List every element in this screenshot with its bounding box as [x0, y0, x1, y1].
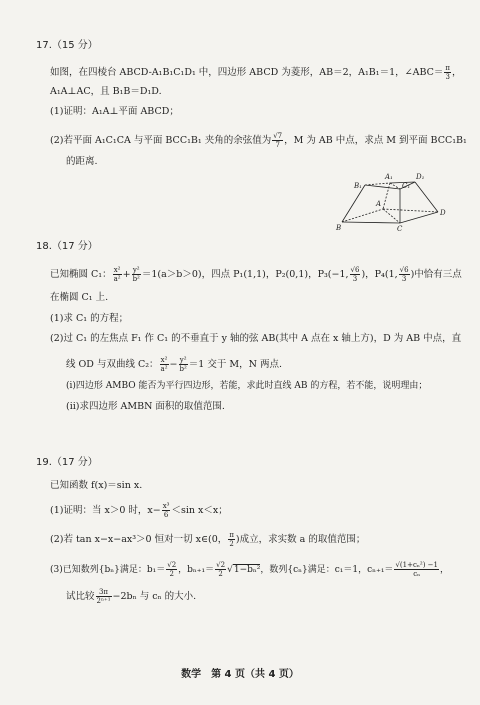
- label-b1: B₁: [354, 182, 362, 190]
- q18-line1: 已知椭圆 C₁： $\frac{\text{x²}}{\text{a²}}$ + $\frac{\text{y²}}{\text{b²}}$ ＝1(a＞b＞0)，四点 P₁(1,1)，P₂(0,1)，P₃(−1, $\frac{√6}{3}$ )，P₄(1, $\frac{√6}{3}$ )中恰有三点: [50, 266, 462, 283]
- q17-header: 17.（15 分）: [36, 40, 98, 51]
- q18-part2-cont: 线 OD 与双曲线 C₂： $\frac{\text{x²}}{\text{a²}}$ − $\frac{\text{y²}}{\text{b²}}$ ＝1 交于 M，N 两点.: [66, 356, 282, 373]
- q18-header: 18.（17 分）: [36, 241, 98, 252]
- label-a1: A₁: [385, 173, 393, 181]
- q19-header: 19.（17 分）: [36, 457, 98, 468]
- label-d1: D₁: [416, 173, 425, 181]
- label-b: B: [336, 224, 342, 232]
- q18-sub-ii: (ⅱ)求四边形 AMBN 面积的取值范围.: [66, 401, 225, 412]
- q17-part2-cont: 的距离.: [66, 156, 98, 167]
- q17-stem-line1: 如图，在四棱台 ABCD-A₁B₁C₁D₁ 中，四边形 ABCD 为菱形，AB＝2，A₁B₁＝1，∠ABC＝ $\frac{\pi}{3}$ ，: [50, 64, 462, 81]
- q19-final: 试比较 $\frac{3\pi}{\text{2ⁿ⁺¹}}$ −2bₙ 与 cₙ 的大小.: [66, 588, 197, 605]
- q19-part2: (2)若 tan x−x−ax³＞0 恒对一切 x∈(0， $\frac{\pi}{2}$ )成立，求实数 a 的取值范围；: [50, 531, 366, 548]
- label-c1: C₁: [402, 182, 411, 190]
- page-footer: 数学 第 4 页（共 4 页）: [181, 669, 299, 680]
- q18-line2: 在椭圆 C₁ 上.: [50, 292, 109, 303]
- q19-part1: (1)证明：当 x＞0 时，x− $\frac{\text{x³}}{6}$ ＜sin x＜x；: [50, 502, 228, 519]
- frustum-figure: [330, 168, 450, 236]
- q18-part2: (2)过 C₁ 的左焦点 F₁ 作 C₁ 的不垂直于 y 轴的弦 AB(其中 A 点在 x 轴上方)，D 为 AB 中点，直: [50, 333, 462, 344]
- q17-stem-line2: A₁A⊥AC，且 B₁B＝D₁D.: [50, 86, 162, 97]
- label-a: A: [376, 200, 382, 208]
- q19-line1: 已知函数 f(x)＝sin x.: [50, 480, 143, 491]
- edge-b1a1: [365, 183, 390, 185]
- q18-part1: (1)求 C₁ 的方程；: [50, 313, 129, 324]
- q17-part1: (1)证明：A₁A⊥平面 ABCD；: [50, 106, 179, 117]
- label-c: C: [397, 225, 403, 233]
- q17-part2: (2)若平面 A₁C₁CA 与平面 BCC₁B₁ 夹角的余弦值为 $\frac{√7}{7}$ ，M 为 AB 中点，求点 M 到平面 BCC₁B₁: [50, 132, 467, 149]
- q18-sub-i: (ⅰ)四边形 AMBO 能否为平行四边形，若能，求此时直线 AB 的方程，若不能，说明理由；: [66, 381, 428, 391]
- label-d: D: [440, 209, 446, 217]
- q19-part3: (3)已知数列{bₙ}满足：b₁＝ $\frac{√2}{2}$ ，bₙ₊₁＝ $\frac{√2}{2}$ √1−bₙ²，数列{cₙ}满足：c₁＝1，cₙ₊₁＝ $\frac{\text{√(1+cₙ²) −1}}{\text{cₙ}}$ ，: [50, 561, 449, 578]
